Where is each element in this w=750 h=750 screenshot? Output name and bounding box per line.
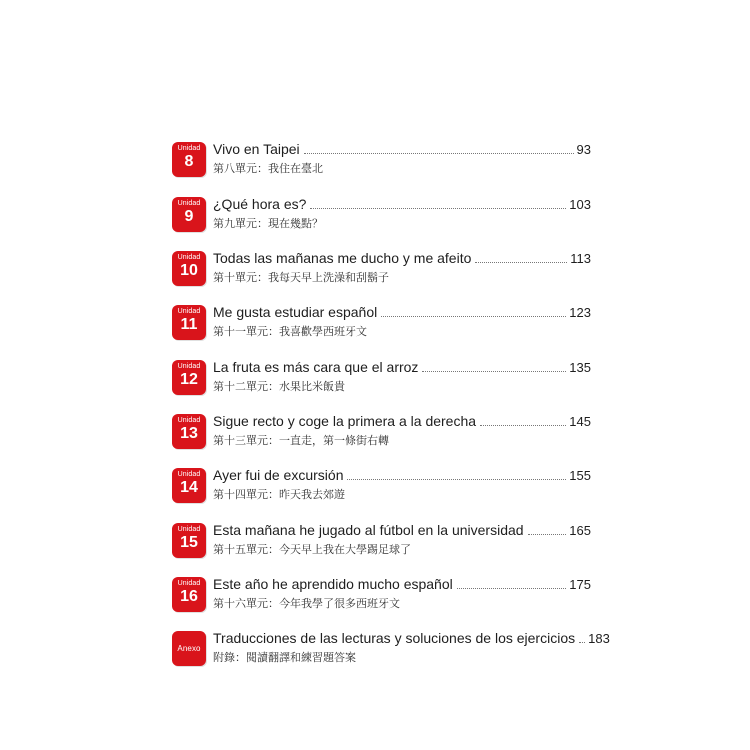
unit-badge <box>172 305 206 340</box>
unit-badge <box>172 414 206 449</box>
dot-leader <box>579 642 585 643</box>
dot-leader <box>528 534 567 535</box>
dot-leader <box>310 208 566 209</box>
title-line <box>213 358 591 376</box>
page-number: 103 <box>569 197 591 212</box>
title-line <box>213 412 591 430</box>
entry-subtitle: 第十二單元：水果比米飯貴 <box>213 381 345 393</box>
annex-badge <box>172 631 206 666</box>
entry-subtitle: 第八單元：我住在臺北 <box>213 163 323 175</box>
toc-entry-unit-16[interactable] <box>172 575 592 615</box>
entry-title: Vivo en Taipei <box>213 141 300 157</box>
entry-title: La fruta es más cara que el arroz <box>213 359 419 375</box>
toc-entry-unit-8[interactable] <box>172 140 592 180</box>
badge-number: 12 <box>180 371 198 388</box>
entry-subtitle: 第十六單元：今年我學了很多西班牙文 <box>213 598 400 610</box>
badge-label: Unidad <box>177 580 201 587</box>
unit-badge <box>172 523 206 558</box>
title-line <box>213 249 591 267</box>
toc-entry-unit-10[interactable] <box>172 249 592 289</box>
badge-number: 10 <box>180 262 198 279</box>
page-number: 175 <box>569 577 591 592</box>
entry-title: ¿Qué hora es? <box>213 196 307 212</box>
dot-leader <box>381 316 566 317</box>
title-line <box>213 521 591 539</box>
entry-subtitle: 附錄：閱讀翻譯和練習題答案 <box>213 652 356 664</box>
entry-subtitle: 第十四單元：昨天我去郊遊 <box>213 489 345 501</box>
title-line <box>213 466 591 484</box>
entry-title: Todas las mañanas me ducho y me afeito <box>213 250 472 266</box>
badge-label: Unidad <box>177 417 201 424</box>
page-number: 113 <box>570 251 591 266</box>
badge-label: Unidad <box>177 526 201 533</box>
entry-subtitle: 第九單元：現在幾點？ <box>213 218 323 230</box>
badge-number: 13 <box>180 425 198 442</box>
toc-entry-unit-15[interactable] <box>172 521 592 561</box>
dot-leader <box>480 425 566 426</box>
entry-subtitle: 第十五單元：今天早上我在大學踢足球了 <box>213 544 411 556</box>
page-number: 93 <box>576 142 591 157</box>
toc-entry-unit-14[interactable] <box>172 466 592 506</box>
title-line <box>213 195 591 213</box>
title-line <box>213 140 591 158</box>
toc-entry-unit-12[interactable] <box>172 358 592 398</box>
unit-badge <box>172 197 206 232</box>
title-line <box>213 575 591 593</box>
entry-title: Ayer fui de excursión <box>213 467 344 483</box>
dot-leader <box>475 262 567 263</box>
badge-number: 11 <box>180 316 198 333</box>
title-line <box>213 303 591 321</box>
badge-label: Unidad <box>177 254 201 261</box>
badge-label: Anexo <box>177 644 201 653</box>
title-line <box>213 629 610 647</box>
page-number: 123 <box>569 305 591 320</box>
toc-entry-unit-13[interactable] <box>172 412 592 452</box>
page-number: 183 <box>588 631 610 646</box>
unit-badge <box>172 360 206 395</box>
badge-label: Unidad <box>177 308 201 315</box>
badge-number: 16 <box>180 588 198 605</box>
badge-number: 15 <box>180 534 198 551</box>
unit-badge <box>172 577 206 612</box>
dot-leader <box>347 479 566 480</box>
entry-title: Me gusta estudiar español <box>213 304 378 320</box>
toc-entry-unit-9[interactable] <box>172 195 592 235</box>
badge-number: 14 <box>180 479 198 496</box>
badge-label: Unidad <box>177 145 201 152</box>
badge-label: Unidad <box>177 200 201 207</box>
unit-badge <box>172 468 206 503</box>
page-number: 165 <box>569 523 591 538</box>
dot-leader <box>304 153 574 154</box>
page-number: 145 <box>569 414 591 429</box>
toc-entry-unit-11[interactable] <box>172 303 592 343</box>
entry-title: Este año he aprendido mucho español <box>213 576 453 592</box>
dot-leader <box>457 588 567 589</box>
badge-label: Unidad <box>177 363 201 370</box>
entry-title: Sigue recto y coge la primera a la derecha <box>213 413 477 429</box>
badge-label: Unidad <box>177 471 201 478</box>
badge-number: 9 <box>184 208 194 225</box>
dot-leader <box>422 371 566 372</box>
page-number: 155 <box>569 468 591 483</box>
entry-title: Esta mañana he jugado al fútbol en la universidad <box>213 522 524 538</box>
entry-subtitle: 第十一單元：我喜歡學西班牙文 <box>213 326 367 338</box>
page-number: 135 <box>569 360 591 375</box>
entry-title: Traducciones de las lecturas y soluciones de los ejercicios <box>213 630 576 646</box>
badge-number: 8 <box>184 153 194 170</box>
toc-entry-annex[interactable] <box>172 629 610 669</box>
unit-badge <box>172 142 206 177</box>
entry-subtitle: 第十單元：我每天早上洗澡和刮鬍子 <box>213 272 389 284</box>
unit-badge <box>172 251 206 286</box>
entry-subtitle: 第十三單元：一直走，第一條街右轉 <box>213 435 389 447</box>
